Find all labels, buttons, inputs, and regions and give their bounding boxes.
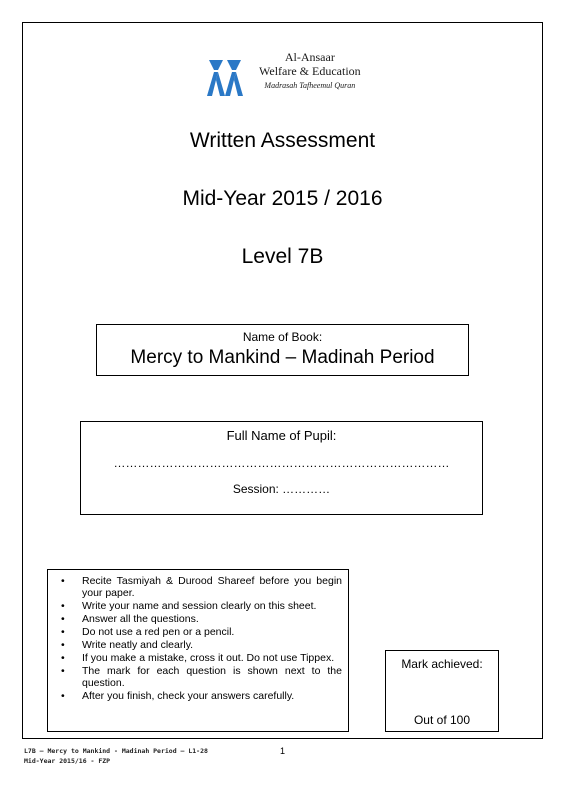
footer-line-2: Mid-Year 2015/16 - FZP — [24, 757, 111, 765]
mark-achieved-box — [385, 650, 499, 732]
assessment-title: Written Assessment — [189, 129, 376, 152]
pupil-name-field[interactable]: ………………………………………………………………………… — [113, 456, 450, 470]
al-ansaar-logo-mark-icon — [205, 58, 245, 98]
book-title: Mercy to Mankind – Madinah Period — [130, 347, 435, 368]
logo-name: Al-Ansaar — [284, 50, 335, 64]
assessment-level: Level 7B — [241, 245, 324, 268]
instruction-item: • Answer all the questions. — [58, 613, 342, 625]
session-field[interactable]: Session: ………… — [232, 482, 331, 496]
book-label: Name of Book: — [242, 330, 323, 344]
instruction-item: • Do not use a red pen or a pencil. — [58, 626, 342, 638]
school-logo — [205, 50, 365, 108]
logo-subtitle: Welfare & Education — [259, 64, 361, 78]
mark-achieved-label: Mark achieved: — [401, 657, 483, 671]
logo-text — [259, 50, 361, 92]
footer-info — [24, 746, 208, 766]
logo-tagline: Madrasah Tafheemul Quran — [264, 81, 356, 90]
instruction-item: • Write neatly and clearly. — [58, 639, 342, 651]
book-name-box — [96, 324, 469, 376]
pupil-name-label: Full Name of Pupil: — [226, 428, 337, 443]
instruction-item: • After you finish, check your answers carefully. — [58, 690, 342, 702]
instruction-item: • Write your name and session clearly on this sheet. — [58, 600, 342, 612]
pupil-details-box — [80, 421, 483, 515]
instruction-item: • The mark for each question is shown next to the question. — [58, 665, 342, 689]
mark-total: Out of 100 — [413, 713, 471, 727]
assessment-year: Mid-Year 2015 / 2016 — [182, 187, 383, 210]
instruction-item: • Recite Tasmiyah & Durood Shareef before you begin your paper. — [58, 575, 342, 599]
footer-line-1: L7B – Mercy to Mankind - Madinah Period – L1-28 — [24, 747, 208, 755]
instruction-item: • If you make a mistake, cross it out. Do not use Tippex. — [58, 652, 342, 664]
instructions-list — [58, 575, 342, 702]
instructions-box — [47, 569, 349, 732]
page-number: 1 — [280, 746, 286, 756]
